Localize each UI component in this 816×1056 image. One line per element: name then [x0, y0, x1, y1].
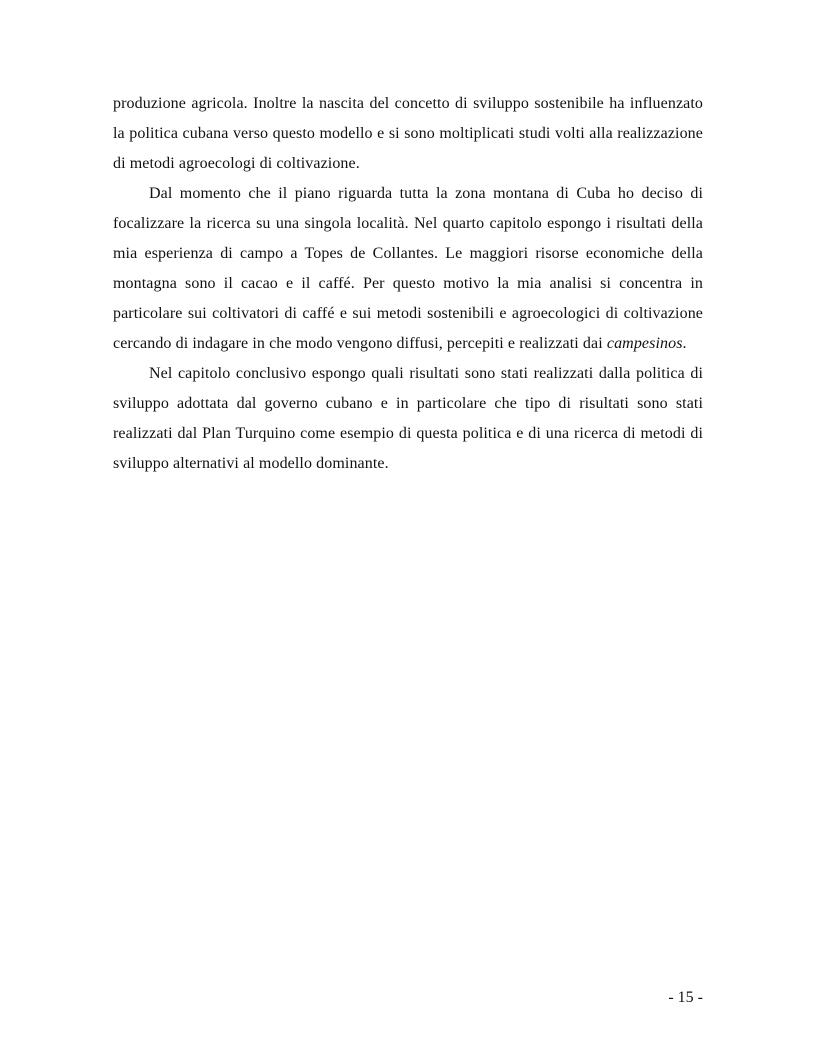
paragraph-3: [113, 359, 703, 479]
page-number: - 15 -: [668, 989, 703, 1006]
campesinos-italic: campesinos: [606, 335, 683, 352]
page-body: [113, 89, 703, 479]
paragraph-3-text: Nel capitolo conclusivo espongo quali risultati sono stati realizzati dalla politica di sviluppo adottata dal governo cubano e in particolare che tipo di risultati sono stati realizzati dal Plan Turquino come esempio di questa politica e di una ricerca di metodi di sviluppo alternativi al modello dominante.: [113, 365, 703, 472]
paragraph-2-tail: .: [682, 335, 687, 352]
paragraph-1-text: produzione agricola. Inoltre la nascita del concetto di sviluppo sostenibile ha influenzato la politica cubana verso questo modello e si sono moltiplicati studi volti alla realizzazione di metodi agroecologi di coltivazione.: [113, 95, 703, 172]
paragraph-2: [113, 179, 703, 359]
paragraph-2-text: Dal momento che il piano riguarda tutta la zona montana di Cuba ho deciso di focalizzare la ricerca su una singola località. Nel quarto capitolo espongo i risultati della mia esperienza di campo a Topes de Collantes. Le maggiori risorse economiche della montagna sono il cacao e il caffé. Per questo motivo la mia analisi si concentra in particolare sui coltivatori di caffé e sui metodi sostenibili e agroecologici di coltivazione cercando di indagare in che modo vengono diffusi, percepiti e realizzati dai: [113, 185, 703, 352]
paragraph-1: [113, 89, 703, 179]
